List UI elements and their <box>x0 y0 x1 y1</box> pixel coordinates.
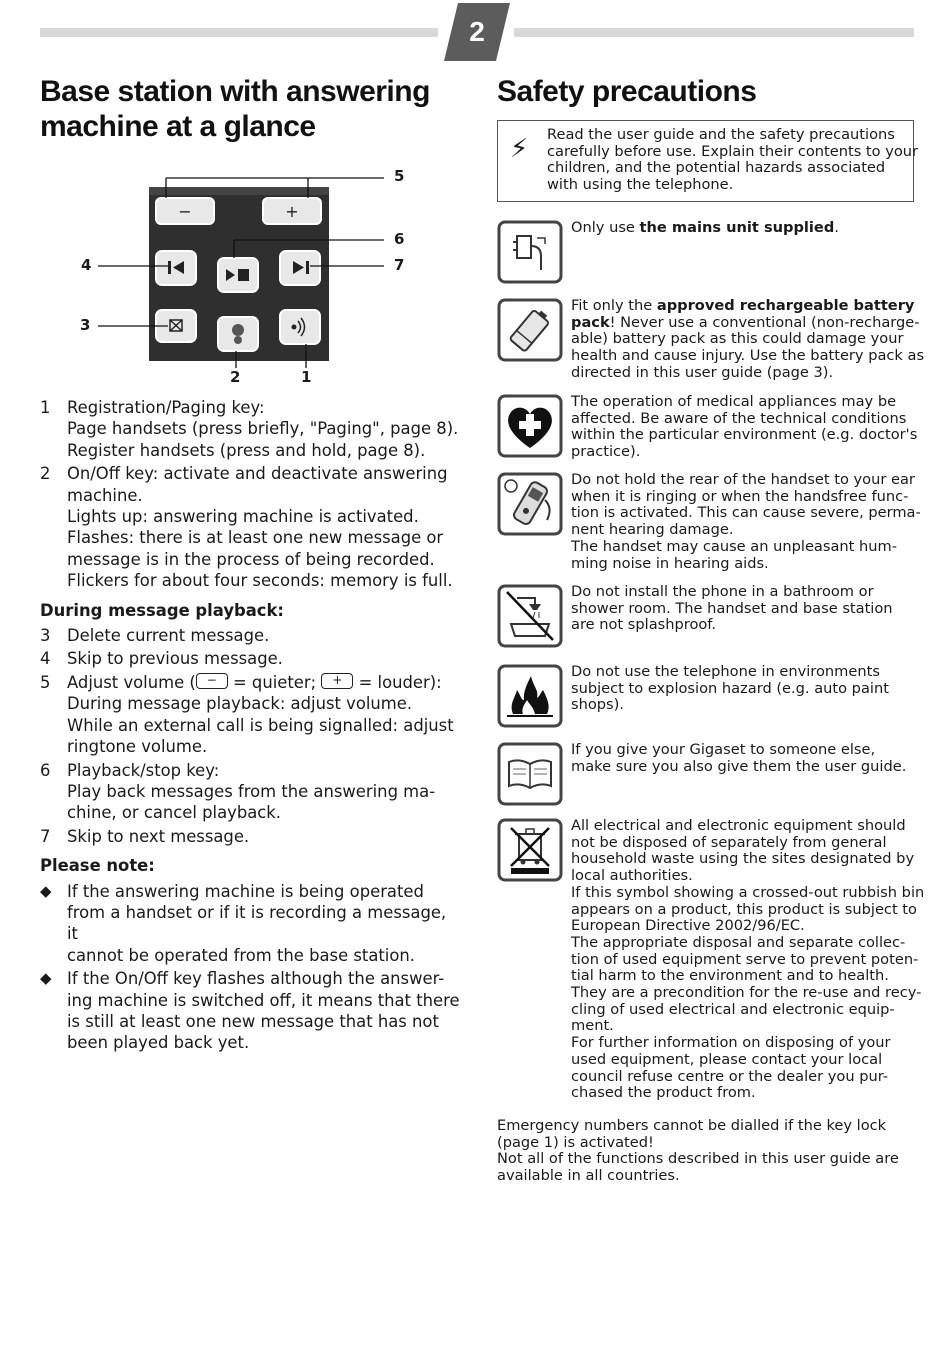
mains-plug-icon <box>497 220 563 284</box>
paging-key-icon <box>280 310 320 344</box>
footer-notes: Emergency numbers cannot be dialled if the key lock (page 1) is activated! Not all of the functions described in this user guide are available in all countries. <box>497 1117 899 1185</box>
callout-7: 7 <box>394 256 405 274</box>
note-item: ◆ If the On/Off key flashes although the answer- ing machine is switched off, it means that there is still at least one new message that has not been played back yet. <box>40 969 460 1053</box>
right-section-title: Safety precautions <box>497 75 757 108</box>
callout-3: 3 <box>80 316 91 334</box>
list-item: 6 Playback/stop key: Play back messages from the answering ma- chine, or cancel playback. <box>40 760 436 823</box>
plus-key-icon <box>263 198 321 224</box>
lightning-icon: ⚡ <box>510 134 529 164</box>
skip-back-key-icon <box>156 251 196 285</box>
callout-6: 6 <box>394 230 405 248</box>
plus-key-icon: + <box>321 673 353 689</box>
battery-icon <box>497 298 563 362</box>
left-section-title: Base station with answering machine at a glance <box>40 75 430 143</box>
callout-5: 5 <box>394 167 405 185</box>
svg-text:−: − <box>178 202 192 221</box>
note-item: ◆ If the answering machine is being operated from a handset or if it is recording a message, it cannot be operated from the base station. <box>40 881 447 965</box>
minus-key-icon <box>156 198 214 224</box>
svg-text:+: + <box>285 202 299 221</box>
minus-key-icon: − <box>196 673 228 689</box>
diamond-bullet-icon: ◆ <box>40 969 52 988</box>
list-item: 3 Delete current message. <box>40 626 270 646</box>
flame-explosion-icon <box>497 664 563 728</box>
base-station-diagram <box>40 160 460 392</box>
key-description-list <box>40 397 460 1056</box>
callout-2: 2 <box>230 368 241 386</box>
play-stop-key-icon <box>218 258 258 292</box>
list-item: 2 On/Off key: activate and deactivate answering machine. Lights up: answering machine is activated. Flashes: there is at least one new message or message is in the process of being recorded. Flickers for about four seconds: memory is full. <box>40 464 453 591</box>
list-item: 4 Skip to previous message. <box>40 649 283 669</box>
note-heading: Please note: <box>40 856 155 876</box>
shower-crossed-icon <box>497 584 563 648</box>
heart-cross-icon <box>497 394 563 458</box>
skip-forward-key-icon <box>280 251 320 285</box>
handset-ear-icon <box>497 472 563 536</box>
page-number: 2 <box>469 16 485 47</box>
list-item: 5 Adjust volume ( − = quieter; + = louder): During message playback: adjust volume. While an external call is being signalled: adjust ringtone volume. <box>40 672 454 757</box>
list-item: 7 Skip to next message. <box>40 826 250 846</box>
on-off-key-icon <box>218 317 258 351</box>
intro-box: ⚡ Read the user guide and the safety precautions carefully before use. Explain their contents to your children, and the potential hazards associated with using the telephone. <box>497 120 914 202</box>
diamond-bullet-icon: ◆ <box>40 881 52 900</box>
base-station-keypad-illustration <box>40 160 460 392</box>
header-rule-right <box>514 28 914 37</box>
book-icon <box>497 742 563 806</box>
playback-heading: During message playback: <box>40 600 284 620</box>
callout-4: 4 <box>81 256 92 274</box>
list-item: 1 Registration/Paging key: Page handsets (press briefly, "Paging", page 8). Register handsets (press and hold, page 8). <box>40 398 459 460</box>
crossed-bin-icon <box>497 818 563 882</box>
header-rule-left <box>40 28 438 37</box>
callout-1: 1 <box>301 368 312 386</box>
